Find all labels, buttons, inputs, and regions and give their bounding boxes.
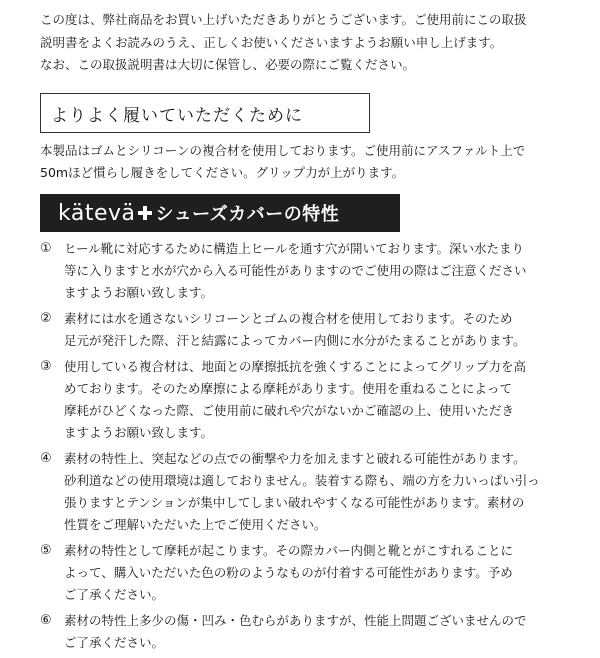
intro-line: この度は、弊社商品をお買い上げいただきありがとうございます。ご使用前にこの取扱 bbox=[40, 12, 527, 27]
list-item bbox=[40, 238, 600, 304]
brand-logo-text: kätevä bbox=[58, 200, 136, 226]
item-number: ③ bbox=[40, 359, 52, 374]
item-line: 素材の特性として摩耗が起こります。その際カバー内側と靴とがこすれることに bbox=[64, 543, 514, 558]
item-line: 砂利道などの使用環境は適しておりません。装着する際も、端の方を力いっぱい引っ bbox=[64, 473, 540, 488]
list-item bbox=[40, 448, 600, 536]
item-line: ますようお願い致します。 bbox=[64, 425, 214, 440]
intro-line: なお、この取扱説明書は大切に保管し、必要の際にご覧ください。 bbox=[40, 57, 416, 72]
item-line: よって、購入いただいた色の粉のようなものが付着する可能性があります。予め bbox=[64, 565, 513, 580]
list-item bbox=[40, 356, 600, 444]
list-item bbox=[40, 540, 600, 606]
item-line: 素材には水を通さないシリコーンとゴムの複合材を使用しております。そのため bbox=[64, 311, 513, 326]
item-line: ご了承ください。 bbox=[64, 635, 165, 650]
banner-title: シューズカバーの特性 bbox=[155, 204, 340, 225]
intro-line: 説明書をよくお読みのうえ、正しくお使いくださいますようお願い申し上げます。 bbox=[40, 34, 503, 50]
item-line: ますようお願い致します。 bbox=[64, 285, 214, 300]
item-line: 張りますとテンションが集中してしまい破れやすくなる可能性があります。素材の bbox=[64, 495, 525, 510]
list-item bbox=[40, 610, 600, 654]
item-line: 摩耗がひどくなった際、ご使用前に破れや穴がないかご確認の上、使用いただき bbox=[64, 403, 515, 418]
item-line: ヒール靴に対応するために構造上ヒールを通す穴が開いております。深い水たまり bbox=[64, 241, 525, 256]
item-line: 足元が発汗した際、汗と結露によってカバー内側に水分がたまることがあります。 bbox=[64, 333, 526, 348]
item-line: ご了承ください。 bbox=[64, 587, 165, 602]
plus-icon bbox=[138, 206, 152, 220]
intro-text bbox=[40, 9, 600, 77]
list-item bbox=[40, 308, 600, 352]
section-heading-boxed: よりよく履いていただくために bbox=[40, 93, 370, 133]
item-line: 等に入りますと水が穴から入る可能性がありますのでご使用の際はご注意ください bbox=[64, 263, 527, 278]
item-number: ⑤ bbox=[40, 543, 52, 558]
item-line: 素材の特性上、突起などの点での衝撃や力を加えますと破れる可能性があります。 bbox=[64, 451, 526, 466]
section1-paragraph bbox=[40, 140, 600, 184]
item-line: めております。そのため摩擦による摩耗があります。使用を重ねることによって bbox=[64, 381, 513, 396]
item-line: 素材の特性上多少の傷・凹み・色むらがありますが、性能上問題ございませんので bbox=[64, 613, 527, 628]
item-line: 性質をご理解いただいた上でご使用ください。 bbox=[64, 517, 327, 532]
item-number: ① bbox=[40, 241, 52, 256]
section-heading-banner bbox=[40, 194, 400, 232]
item-number: ④ bbox=[40, 451, 52, 466]
item-number: ② bbox=[40, 311, 52, 326]
item-line: 使用している複合材は、地面との摩擦抵抗を強くすることによってグリップ力を高 bbox=[64, 359, 527, 374]
section1-line: 50mほど慣らし履きをしてください。グリップ力が上がります。 bbox=[40, 165, 405, 180]
section1-line: 本製品はゴムとシリコーンの複合材を使用しております。ご使用前にアスファルト上で bbox=[40, 143, 526, 158]
item-number: ⑥ bbox=[40, 613, 52, 628]
feature-list bbox=[40, 238, 600, 658]
